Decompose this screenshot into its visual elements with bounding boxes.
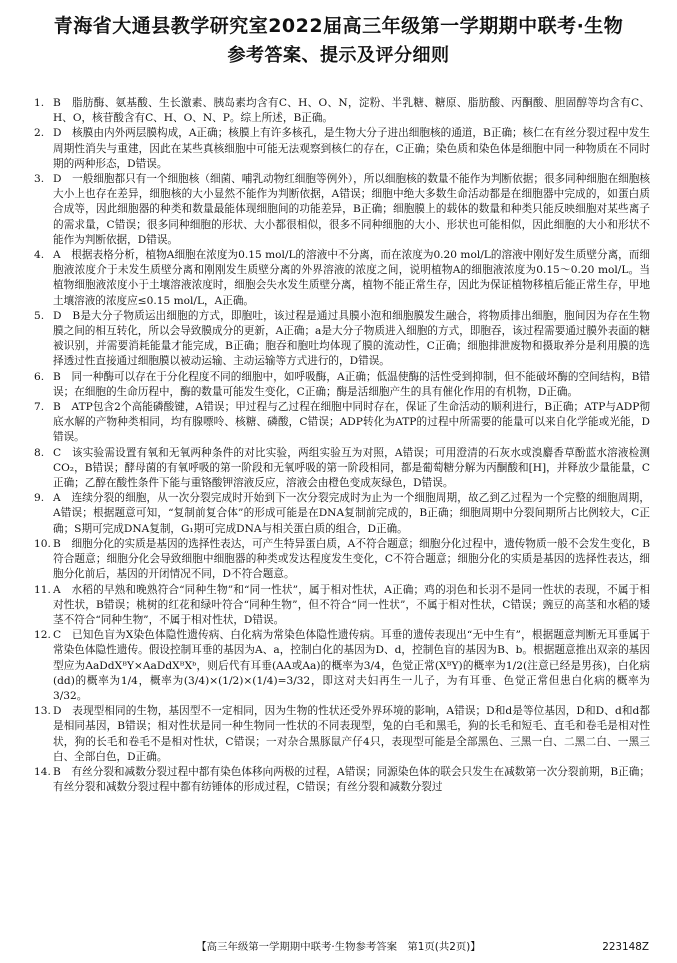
answer-item	[34, 248, 650, 309]
answer-number: 13.	[34, 705, 51, 718]
answer-text: D 表现型相同的生物，基因型不一定相同，因为生物的性状还受外界环境的影响，A错误；D和d是等位基因，D和D、d和d都是相同基因，B错误；相对性状是同一种生物同一性状的不同表现型，兔的白毛和黑毛，狗的长毛和短毛、直毛和卷毛是相对性状，狗的长毛和卷毛不是相对性状，C错误；一对杂合黑豚鼠产仔4只，表现型可能是全部黑色、三黑一白、二黑二白、一黑三白、全部白色，D正确。	[53, 705, 650, 763]
answer-item	[34, 172, 650, 248]
answer-text: B 同一种酶可以存在于分化程度不同的细胞中，如呼吸酶，A正确；低温使酶的活性受到抑制，但不能破坏酶的空间结构，B错误；在细胞的生命历程中，酶的数量可能发生变化，C正确；酶是活细胞产生的具有催化作用的有机物，D正确。	[53, 370, 650, 398]
answer-number: 1.	[34, 97, 45, 109]
answer-number: 9.	[34, 492, 45, 505]
answer-text: C 已知色盲为X染色体隐性遗传病、白化病为常染色体隐性遗传病。耳垂的遗传表现出“无中生有”，根据题意判断无耳垂属于常染色体隐性遗传。假设控制耳垂的基因为A、a，控制白化的基因为D、d，控制色盲的基因为B、b。根据题意推出双亲的基因型应为AaDdXᴮY×AaDdXᴮXᵇ，则后代有耳垂(AA或Aa)的概率为3/4，色觉正常(XᴮY)的概率为1/2(注意已经是男孩)，白化病(dd)的概率为1/4，概率为(3/4)×(1/2)×(1/4)=3/32，即这对夫妇再生一儿子，为有耳垂、色觉正常但患白化病的概率为3/32。	[53, 629, 650, 702]
page-title: 青海省大通县教学研究室2022届高三年级第一学期期中联考·生物	[53, 15, 624, 37]
answer-number: 14.	[34, 765, 51, 778]
answer-text: B 脂肪酶、氨基酸、生长激素、胰岛素均含有C、H、O、N，淀粉、半乳糖、糖原、脂肪酸、丙酮酸、胆固醇等均含有C、H、O，核苷酸含有C、H、O、N、P。综上所述，B正确。	[53, 97, 650, 125]
answer-number: 8.	[34, 446, 45, 459]
answer-text: A 根据表格分析，植物A细胞在浓度为0.15 mol/L的溶液中不分离，而在浓度为0.20 mol/L的溶液中刚好发生质壁分离，而细胞液浓度介于未发生质壁分离和刚刚发生质壁分离的外界溶液的浓度之间，说明植物A的细胞液浓度为0.15～0.20 mol/L。当植物细胞液浓度小于土壤溶液浓度时，细胞会失水发生质壁分离，植物不能正常生存，因此为保证植物移植后能正常生存，甲地土壤溶液的浓度应≤0.15 mol/L，A正确。	[53, 249, 650, 307]
answer-item	[34, 96, 650, 126]
answer-text: B ATP包含2个高能磷酸键，A错误；甲过程与乙过程在细胞中同时存在，保证了生命活动的顺利进行，B正确；ATP与ADP彻底水解的产物种类相同，均有腺嘌呤、核糖、磷酸，C错误；ADP转化为ATP的过程中所需要的能量可以来自化学能或光能，D错误。	[53, 401, 650, 444]
answer-item	[34, 126, 650, 172]
answer-item	[34, 400, 650, 446]
answer-item	[34, 491, 650, 537]
answer-number: 10.	[34, 537, 51, 550]
answer-item	[34, 370, 650, 400]
answer-number: 12.	[34, 629, 51, 642]
answer-text: C 该实验需设置有氧和无氧两种条件的对比实验，两组实验互为对照，A错误；可用澄清的石灰水或溴麝香草酚蓝水溶液检测CO₂，B错误；酵母菌的有氧呼吸的第一阶段和无氧呼吸的第一阶段相同，都是葡萄糖分解为丙酮酸和[H]，并释放少量能量，C正确；乙醇在酸性条件下能与重铬酸钾溶液反应，溶液会由橙色变成灰绿色，D错误。	[53, 446, 650, 490]
answer-text: D 核膜由内外两层膜构成，A正确；核膜上有许多核孔，是生物大分子进出细胞核的通道，B正确；核仁在有丝分裂过程中发生周期性消失与重建，因此在某些真核细胞中可能无法观察到核仁的存在，C正确；染色质和染色体是细胞中同一种物质在不同时期的两种形态，D错误。	[53, 127, 650, 170]
answer-text: D B是大分子物质运出细胞的方式，即胞吐，该过程是通过具膜小泡和细胞膜发生融合，将物质排出细胞，胞间因为存在生物膜之间的相互转化，所以会导致膜成分的更新，A正确；a是大分子物质进入细胞的方式，即胞吞，该过程需要通过膜外表面的糖被识别，并需要消耗能量才能完成，B正确；胞吞和胞吐均体现了膜的流动性，C正确；细胞排泄废物和摄取养分是利用膜的选择透过性直接通过细胞膜以被动运输、主动运输等方式进行的，D错误。	[53, 309, 650, 368]
footer-code: 223148Z	[602, 941, 649, 953]
answer-number: 3.	[34, 173, 45, 186]
page-subtitle: 参考答案、提示及评分细则	[227, 45, 450, 66]
answer-text: B 有丝分裂和减数分裂过程中都有染色体移向两极的过程，A错误；同源染色体的联会只发生在减数第一次分裂前期，B正确；有丝分裂和减数分裂过程中都有纺锤体的形成过程，C错误；有丝分裂和减数分裂过	[53, 765, 650, 794]
answer-item	[34, 704, 650, 765]
answer-item	[34, 446, 650, 492]
answer-item	[34, 765, 650, 795]
answer-number: 2.	[34, 127, 45, 140]
answer-number: 6.	[34, 370, 45, 383]
answer-item	[34, 628, 650, 704]
answer-list	[34, 96, 650, 795]
answer-text: B 细胞分化的实质是基因的选择性表达，可产生特异蛋白质，A不符合题意；细胞分化过程中，遗传物质一般不会发生变化，B符合题意；细胞分化会导致细胞中细胞器的种类或发达程度发生变化，C不符合题意；细胞分化的实质是基因的选择性表达，细胞分化前后，基因的开闭情况不同，D不符合题意。	[53, 537, 650, 581]
answer-text: A 水稻的早熟和晚熟符合“同种生物”和“同一性状”，属于相对性状，A正确；鸡的羽色和长羽不是同一性状的表现，不属于相对性状，B错误；桃树的红花和绿叶符合“同种生物”，但不符合“同一性状”，不属于相对性状，C错误；豌豆的高茎和水稻的矮茎不符合“同种生物”，不属于相对性状，D错误。	[53, 583, 650, 626]
footer-page-info: 【高三年级第一学期期中联考·生物参考答案 第1页(共2页)】	[196, 941, 481, 953]
answer-item	[34, 537, 650, 583]
answer-number: 4.	[34, 249, 45, 262]
answer-number: 11.	[34, 583, 51, 596]
page-footer	[0, 939, 677, 955]
answer-item	[34, 309, 650, 370]
answer-text: A 连续分裂的细胞，从一次分裂完成时开始到下一次分裂完成时为止为一个细胞周期，故乙到乙过程为一个完整的细胞周期，A错误；根据题意可知，“复制前复合体”的形成可能是在DNA复制前完成的，B正确；细胞周期中分裂间期所占比例较大，C正确；S期可完成DNA复制，G₁期可完成DNA与相关蛋白质的组合，D正确。	[53, 492, 650, 535]
answer-item	[34, 583, 650, 629]
answer-number: 5.	[34, 309, 45, 322]
answer-number: 7.	[34, 401, 45, 414]
answer-text: D 一般细胞都只有一个细胞核（细菌、哺乳动物红细胞等例外），所以细胞核的数量不能作为判断依据；很多同种细胞在细胞核大小上也存在差异，细胞核的大小显然不能作为判断依据，A错误；细胞中绝大多数生命活动都是在细胞器中完成的，如蛋白质合成等，因此细胞器的种类和数量最能体现细胞间的功能差异，B正确；细胞膜上的载体的数量和种类只能反映细胞对某些离子的需求量，C错误；很多同种细胞的形状、大小都很相似，很多不同种细胞的大小、形状也可能相似，因此细胞的大小和形状不能作为判断依据，D错误。	[53, 173, 650, 246]
